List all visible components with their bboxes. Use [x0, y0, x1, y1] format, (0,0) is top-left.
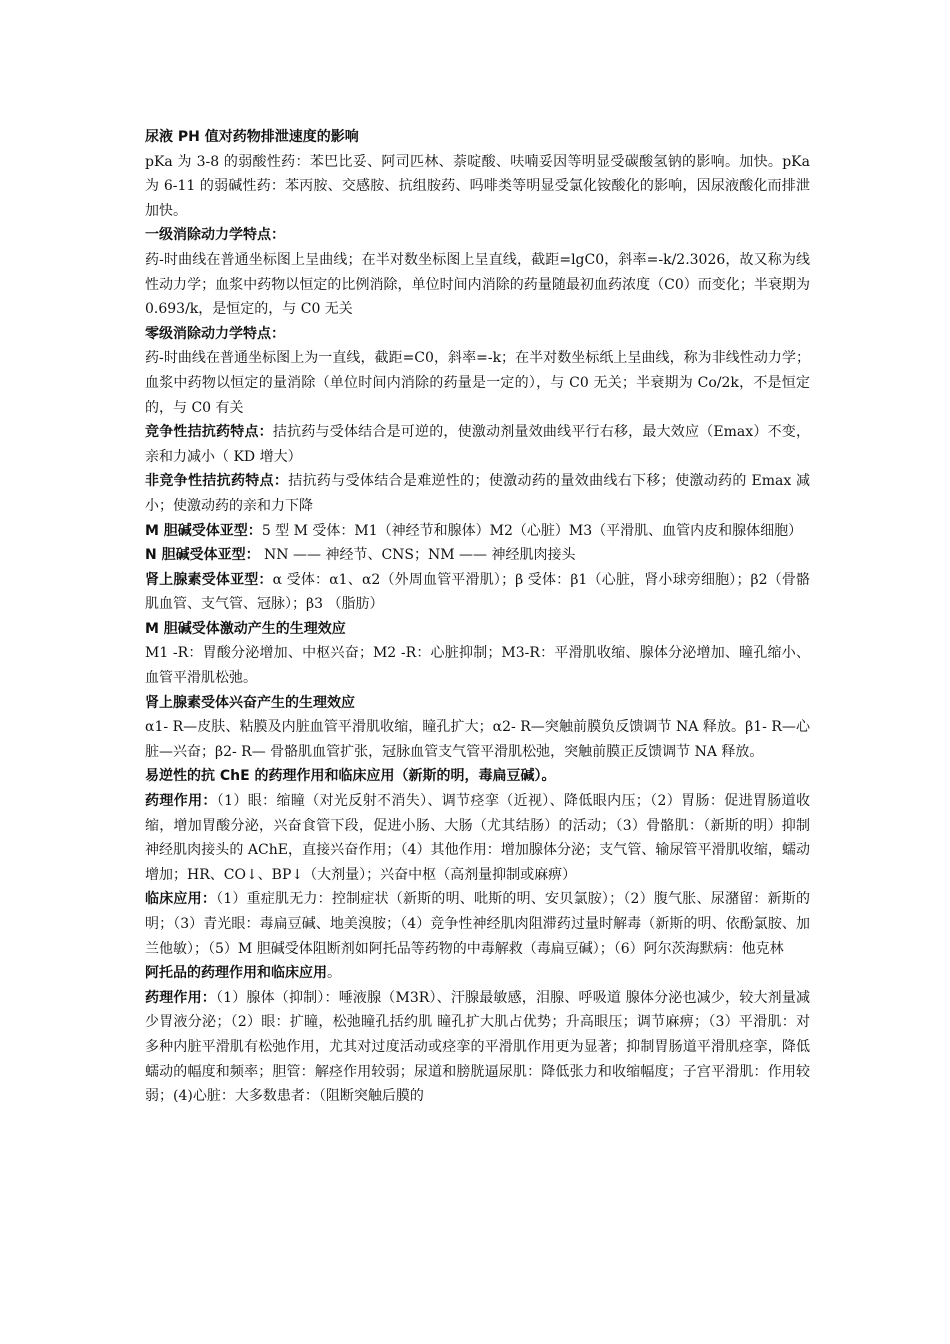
paragraph-zero-order — [145, 346, 810, 420]
paragraph-first-order — [145, 248, 810, 322]
section-text: α 受体：α1、α2（外周血管平滑肌）；β 受体：β1（心脏，肾小球旁细胞）；β2（骨骼肌血管、支气管、冠脉）；β3 （脂肪） — [145, 571, 811, 613]
section-heading: N 胆碱受体亚型： — [145, 547, 260, 564]
section-heading: 易逆性的抗 ChE 的药理作用和临床应用（新斯的明，毒扁豆碱）。 — [145, 768, 556, 785]
document-body — [145, 125, 810, 1109]
section-text: M1 -R：胃酸分泌增加、中枢兴奋；M2 -R：心脏抑制；M3-R：平滑肌收缩、腺体分泌增加、瞳孔缩小、血管平滑肌松弛。 — [145, 645, 810, 687]
section-heading: 非竞争性拮抗药特点： — [145, 473, 289, 490]
paragraph-m-receptor-subtypes — [145, 519, 810, 544]
section-text: （1）腺体（抑制）：唾液腺（M3R）、汗腺最敏感，泪腺、呼吸道 腺体分泌也减少，较大剂量减少胃液分泌；（2）眼：扩瞳，松弛瞳孔括约肌 瞳孔扩大肌占优势；升高眼压；调节麻痹；（3）平滑肌：对多种内脏平滑肌有松弛作用，尤其对过度活动或痉挛的平滑肌作用更为显著；抑制胃肠道平滑肌痉挛，降低蠕动的幅度和频率；胆管：解痉作用较弱；尿道和膀胱逼尿肌：降低张力和收缩幅度；子宫平滑肌：作用较弱；(4)心脏：大多数患者：（阻断突触后膜的 — [145, 989, 811, 1105]
section-text: 药-时曲线在普通坐标图上为一直线，截距=C0，斜率=-k；在半对数坐标纸上呈曲线，称为非线性动力学；血浆中药物以恒定的量消除（单位时间内消除的药量是一定的），与 C0 无关；半衰期为 Co/2k，不是恒定的，与 C0 有关 — [145, 350, 810, 416]
section-heading: M 胆碱受体激动产生的生理效应 — [145, 620, 346, 637]
section-text: 5 型 M 受体：M1（神经节和腺体）M2（心脏）M3（平滑肌、血管内皮和腺体细胞） — [261, 522, 803, 539]
heading-adrenergic-effects — [145, 691, 810, 716]
paragraph-m-receptor-effects — [145, 641, 810, 690]
section-text: pKa 为 3-8 的弱酸性药：苯巴比妥、阿司匹林、萘啶酸、呋喃妥因等明显受碳酸氢钠的影响。加快。pKa 为 6-11 的弱碱性药：苯丙胺、交感胺、抗组胺药、吗啡类等明显受氯化铵酸化的影响，因尿液酸化而排泄加快。 — [145, 153, 810, 219]
section-heading: 药理作用： — [145, 793, 217, 810]
section-heading: 肾上腺素受体亚型： — [145, 571, 273, 588]
section-text: （1）重症肌无力：控制症状（新斯的明、吡斯的明、安贝氯胺）；（2）腹气胀、尿潴留：新斯的明；（3）青光眼：毒扁豆碱、地美溴胺；（4）竞争性神经肌肉阻滞药过量时解毒（新斯的明、依酚氯胺、加兰他敏）；（5）M 胆碱受体阻断剂如阿托品等药物的中毒解救（毒扁豆碱）；（6）阿尔茨海默病：他克林 — [145, 891, 811, 957]
section-text: 。 — [327, 965, 341, 982]
heading-first-order — [145, 223, 810, 248]
section-heading: 一级消除动力学特点： — [145, 227, 285, 244]
paragraph-adrenergic-effects — [145, 715, 810, 764]
paragraph-urine-ph — [145, 150, 810, 224]
section-text: NN —— 神经节、CNS；NM —— 神经肌肉接头 — [259, 547, 576, 564]
paragraph-adrenergic-subtypes — [145, 568, 810, 617]
section-heading: 竞争性拮抗药特点： — [145, 424, 273, 441]
heading-urine-ph — [145, 125, 810, 150]
paragraph-anti-che-pharmacology — [145, 789, 810, 887]
section-text: 拮抗药与受体结合是可逆的，使激动剂量效曲线平行右移，最大效应（Emax）不变，亲和力减小（ KD 增大） — [145, 424, 810, 465]
paragraph-anti-che-clinical — [145, 887, 810, 961]
paragraph-competitive-antagonist — [145, 420, 810, 469]
section-heading: 尿液 PH 值对药物排泄速度的影响 — [145, 129, 359, 145]
heading-atropine — [145, 961, 810, 986]
section-text: 药-时曲线在普通坐标图上呈曲线；在半对数坐标图上呈直线，截距=lgC0，斜率=-k/2.3026，故又称为线性动力学；血浆中药物以恒定的比例消除，单位时间内消除的药量随最初血药浓度（C0）而变化；半衰期为 0.693/k，是恒定的，与 C0 无关 — [145, 251, 810, 318]
paragraph-atropine-pharmacology — [145, 986, 810, 1109]
heading-m-receptor-effects — [145, 617, 810, 642]
section-heading: 临床应用： — [145, 891, 217, 908]
section-text: （1）眼：缩瞳（对光反射不消失）、调节痉挛（近视）、降低眼内压；（2）胃肠：促进胃肠道收缩，增加胃酸分泌，兴奋食管下段，促进小肠、大肠（尤其结肠）的活动；（3）骨骼肌：（新斯的明）抑制神经肌肉接头的 AChE，直接兴奋作用；（4）其他作用：增加腺体分泌；支气管、输尿管平滑肌收缩，蠕动增加；HR、CO↓、BP↓（大剂量）；兴奋中枢（高剂量抑制或麻痹） — [145, 793, 811, 883]
section-heading: 药理作用： — [145, 989, 216, 1006]
paragraph-noncompetitive-antagonist — [145, 469, 810, 518]
section-heading: 肾上腺素受体兴奋产生的生理效应 — [145, 694, 355, 711]
section-text: α1- R—皮肤、粘膜及内脏血管平滑肌收缩，瞳孔扩大；α2- R—突触前膜负反馈调节 NA 释放。β1- R—心脏—兴奋；β2- R— 骨骼肌血管扩张，冠脉血管支气管平滑肌松弛，突触前膜正反馈调节 NA 释放。 — [145, 719, 810, 760]
section-heading: 阿托品的药理作用和临床应用 — [145, 965, 327, 982]
section-text: 拮抗药与受体结合是难逆性的；使激动药的量效曲线右下移；使激动药的 Emax 减小；使激动药的亲和力下降 — [145, 473, 810, 514]
paragraph-n-receptor-subtypes — [145, 543, 810, 568]
heading-reversible-anti-che — [145, 764, 810, 789]
section-heading: 零级消除动力学特点： — [145, 325, 285, 342]
heading-zero-order — [145, 322, 810, 347]
section-heading: M 胆碱受体亚型： — [145, 522, 262, 539]
